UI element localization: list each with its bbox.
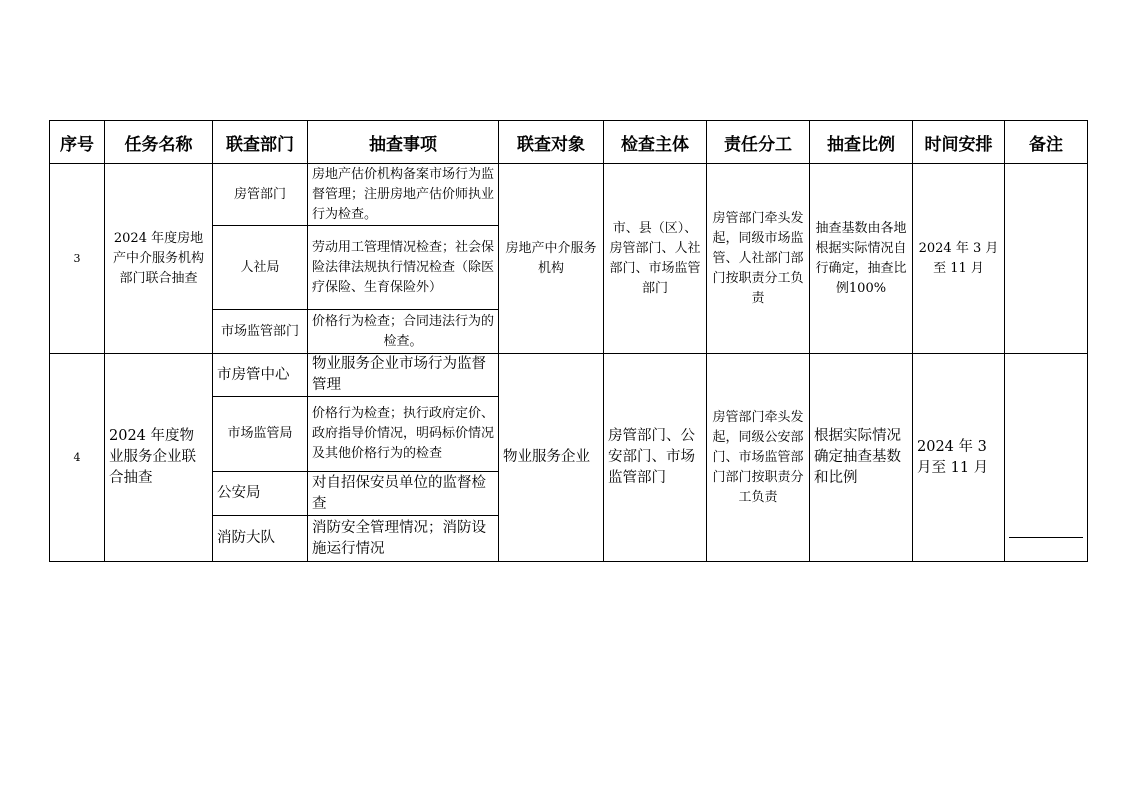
- table-row: [50, 164, 1088, 226]
- dept-cell: 市场监管部门: [213, 310, 308, 354]
- row-seq: 4: [50, 354, 105, 562]
- table-row: [50, 354, 1088, 397]
- dept-cell: 市场监管局: [213, 397, 308, 472]
- header-sampling-ratio: 抽查比例: [810, 121, 913, 164]
- inspection-items-cell: 价格行为检查；执行政府定价、政府指导价情况，明码标价情况及其他价格行为的检查: [308, 397, 499, 472]
- header-inspection-subject: 检查主体: [604, 121, 707, 164]
- header-task-name: 任务名称: [105, 121, 213, 164]
- header-schedule: 时间安排: [913, 121, 1005, 164]
- header-inspection-items: 抽查事项: [308, 121, 499, 164]
- task-name: 2024 年度物业服务企业联合抽查: [105, 354, 213, 562]
- duty-division: 房管部门牵头发起，同级市场监管、人社部门部门按职责分工负责: [707, 164, 810, 354]
- remarks: [1005, 164, 1088, 354]
- inspection-object: 物业服务企业: [499, 354, 604, 562]
- schedule: 2024 年 3 月至 11 月: [913, 164, 1005, 354]
- inspection-items-cell: 房地产估价机构备案市场行为监督管理；注册房地产估价师执业行为检查。: [308, 164, 499, 226]
- dept-cell: 市房管中心: [213, 354, 308, 397]
- remarks: [1005, 354, 1088, 562]
- inspection-object: 房地产中介服务机构: [499, 164, 604, 354]
- row-seq: 3: [50, 164, 105, 354]
- sampling-ratio: 根据实际情况确定抽查基数和比例: [810, 354, 913, 562]
- header-remarks: 备注: [1005, 121, 1088, 164]
- dept-cell: 公安局: [213, 472, 308, 516]
- inspection-items-cell: 劳动用工管理情况检查；社会保险法律法规执行情况检查（除医疗保险、生育保险外）: [308, 226, 499, 310]
- remarks-upper: [1009, 377, 1083, 538]
- header-seq: 序号: [50, 121, 105, 164]
- task-name: 2024 年度房地产中介服务机构部门联合抽查: [105, 164, 213, 354]
- joint-inspection-table: [49, 120, 1088, 562]
- inspection-items-cell: 价格行为检查；合同违法行为的检查。: [308, 310, 499, 354]
- inspection-items-cell: 对自招保安员单位的监督检查: [308, 472, 499, 516]
- inspection-subject: 房管部门、公安部门、市场监管部门: [604, 354, 707, 562]
- sampling-ratio: 抽查基数由各地根据实际情况自行确定，抽查比例100%: [810, 164, 913, 354]
- duty-division: 房管部门牵头发起，同级公安部门、市场监管部门部门按职责分工负责: [707, 354, 810, 562]
- header-joint-dept: 联查部门: [213, 121, 308, 164]
- header-row: [50, 121, 1088, 164]
- dept-cell: 人社局: [213, 226, 308, 310]
- header-duty-division: 责任分工: [707, 121, 810, 164]
- dept-cell: 房管部门: [213, 164, 308, 226]
- inspection-subject: 市、县（区）、房管部门、人社部门、市场监管部门: [604, 164, 707, 354]
- inspection-items-cell: 消防安全管理情况；消防设施运行情况: [308, 516, 499, 562]
- dept-cell: 消防大队: [213, 516, 308, 562]
- header-inspection-object: 联查对象: [499, 121, 604, 164]
- schedule: 2024 年 3 月至 11 月: [913, 354, 1005, 562]
- inspection-items-cell: 物业服务企业市场行为监督管理: [308, 354, 499, 397]
